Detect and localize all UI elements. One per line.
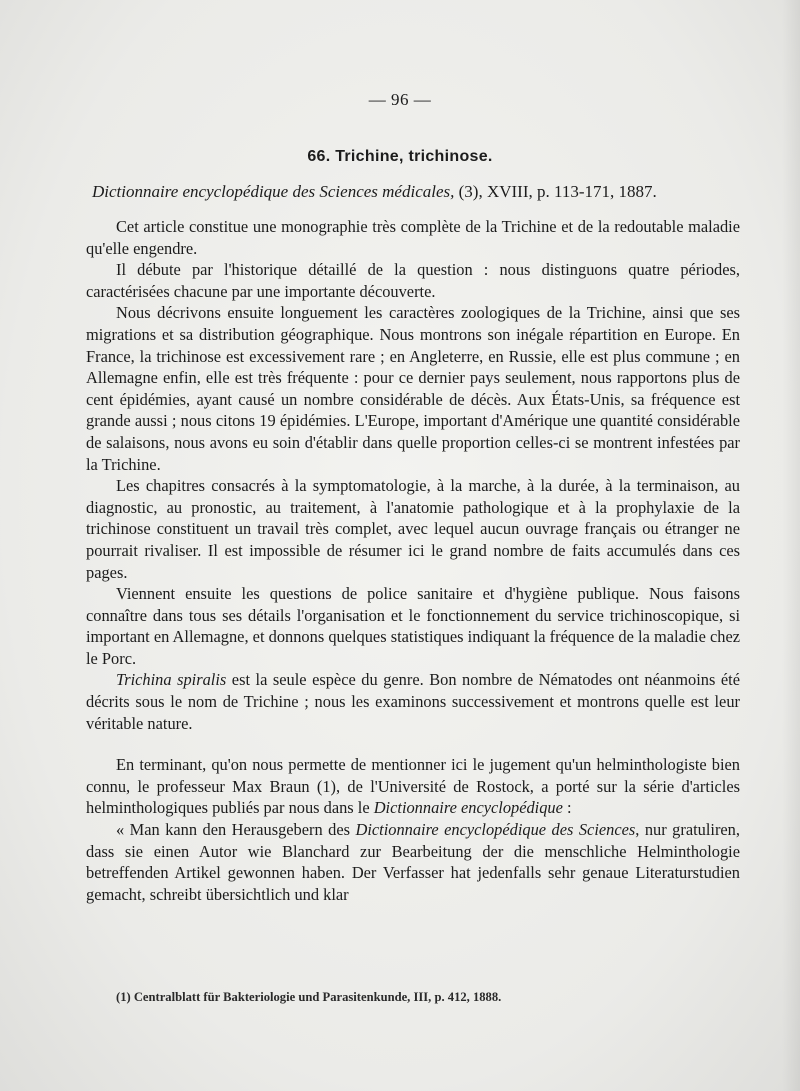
text-run: est la seule espèce du genre. Bon nombre de Nématodes ont néanmoins été décrits sous le nom de Trichine ; nous les examinons successivement et montrons quelle est leur véritable nature. [86, 670, 741, 733]
paragraph [86, 669, 740, 734]
paragraph [86, 475, 740, 583]
paragraph [86, 259, 740, 302]
italic-text: Trichina spiralis [116, 670, 227, 690]
text-run: , nur gratuliren, dass sie einen Autor wie Blanchard zur Bearbeitung der die menschliche Helminthologie betreffenden Artikel gewonnen haben. Der Verfasser hat jedenfalls sehr genaue Literaturstudien gemacht, schreibt übersichtlich und klar [86, 820, 740, 904]
body-text [86, 216, 740, 905]
paragraph [86, 216, 740, 259]
text-run: « Man kann den Herausgebern des [116, 820, 356, 840]
paragraph [86, 583, 740, 669]
citation-title: Dictionnaire encyclopédique des Sciences médicales, [92, 182, 455, 201]
page-number: — 96 — [368, 90, 432, 109]
text-run: : [562, 798, 572, 818]
paragraph [86, 819, 740, 905]
text-run: En terminant, qu'on nous permette de mentionner ici le jugement qu'un helminthologiste bien connu, le professeur Max Braun (1), de l'Université de Rostock, a porté sur la série d'articles helminthologiques publiés par nous dans le [86, 755, 740, 818]
footnote: (1) Centralblatt für Bakteriologie und Parasitenkunde, III, p. 412, 1888. [116, 990, 502, 1004]
text-run: Les chapitres consacrés à la symptomatologie, à la marche, à la durée, à la terminaison, au diagnostic, au pronostic, au traitement, à l'anatomie pathologique et à la prophylaxie de la trichinose constituent un travail très complet, avec lequel aucun ouvrage français ou étranger ne pourrait rivaliser. Il est impossible de résumer ici le grand nombre de faits accumulés dans ces pages. [86, 476, 740, 582]
italic-text: Dictionnaire encyclopédique [373, 798, 563, 818]
section-heading: 66. Trichine, trichinose. [307, 148, 493, 165]
text-run: Viennent ensuite les questions de police sanitaire et d'hygiène publique. Nous faisons connaître dans tous ses détails l'organisation et le fonctionnement du service trichinoscopique, si important en Allemagne, et donnons quelques statistiques indiquant la fréquence de la maladie chez le Porc. [86, 584, 740, 668]
text-run: Il débute par l'historique détaillé de la question : nous distinguons quatre périodes, caractérisées chacune par une importante découverte. [86, 260, 740, 301]
paragraph [86, 302, 740, 475]
citation-details: (3), XVIII, p. 113-171, 1887. [454, 182, 657, 201]
text-run: Cet article constitue une monographie très complète de la Trichine et de la redoutable maladie qu'elle engendre. [86, 217, 740, 258]
text-run: Nous décrivons ensuite longuement les caractères zoologiques de la Trichine, ainsi que ses migrations et sa distribution géographique. Nous montrons son inégale répartition en Europe. En France, la trichinose est excessivement rare ; en Angleterre, en Russie, elle est plus commune ; en Allemagne enfin, elle est très fréquente : pour ce dernier pays seulement, nous rapportons plus de cent épidémies, ayant causé un nombre considérable de décès. Aux États-Unis, sa fréquence est grande aussi ; nous citons 19 épidémies. L'Europe, important d'Amérique une quantité considérable de salaisons, nous avons eu soin d'établir dans quelle proportion celles-ci se montrent infestées par la Trichine. [86, 303, 740, 474]
citation [92, 180, 748, 204]
italic-text: Dictionnaire encyclopédique des Sciences [355, 820, 636, 840]
paragraph [86, 754, 740, 819]
